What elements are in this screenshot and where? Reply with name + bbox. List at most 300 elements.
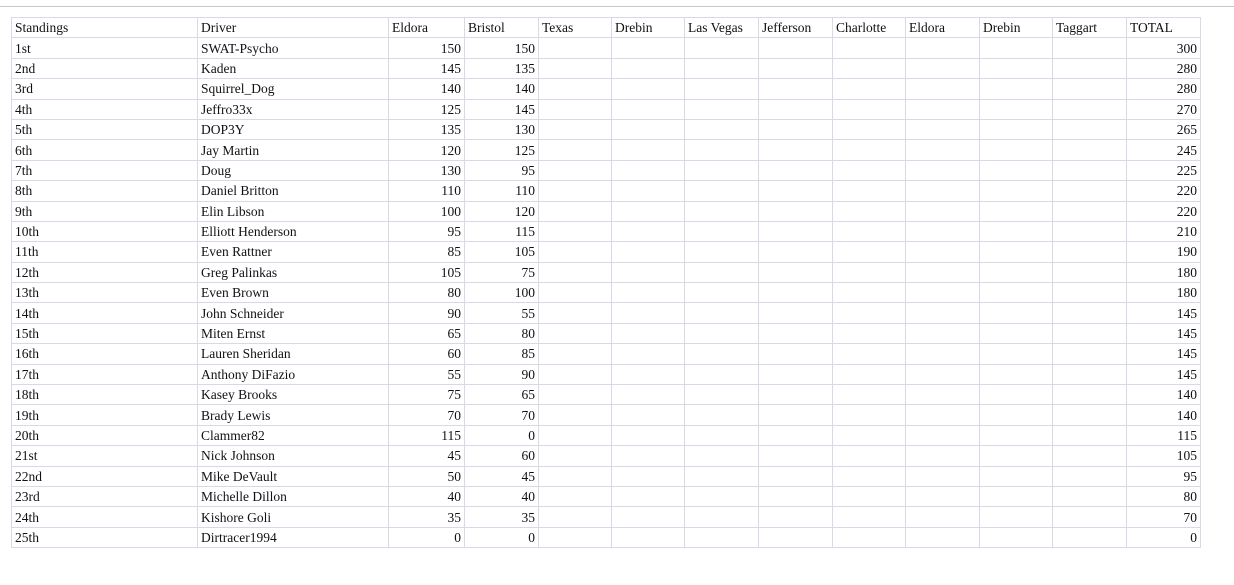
score-cell (612, 446, 685, 466)
score-cell: 100 (389, 201, 465, 221)
score-cell (906, 181, 980, 201)
score-cell (759, 119, 833, 139)
score-cell (1053, 38, 1127, 58)
score-cell (539, 262, 612, 282)
score-cell (1053, 221, 1127, 241)
score-cell (539, 466, 612, 486)
score-cell (833, 323, 906, 343)
column-header: Drebin (980, 18, 1053, 38)
score-cell (906, 385, 980, 405)
score-cell (685, 38, 759, 58)
table-row (12, 527, 1201, 547)
total-cell: 115 (1127, 425, 1201, 445)
score-cell (980, 446, 1053, 466)
total-cell: 220 (1127, 181, 1201, 201)
score-cell (906, 79, 980, 99)
score-cell (612, 201, 685, 221)
score-cell (685, 527, 759, 547)
column-header: Bristol (465, 18, 539, 38)
standing-cell: 9th (12, 201, 198, 221)
score-cell: 135 (465, 58, 539, 78)
driver-cell: Elin Libson (198, 201, 389, 221)
table-row (12, 466, 1201, 486)
score-cell (685, 242, 759, 262)
score-cell (539, 507, 612, 527)
score-cell (539, 527, 612, 547)
driver-cell: Kishore Goli (198, 507, 389, 527)
score-cell: 0 (389, 527, 465, 547)
standing-cell: 21st (12, 446, 198, 466)
score-cell: 135 (389, 119, 465, 139)
table-row (12, 385, 1201, 405)
score-cell: 110 (389, 181, 465, 201)
score-cell (759, 425, 833, 445)
score-cell (980, 140, 1053, 160)
total-cell: 180 (1127, 283, 1201, 303)
score-cell: 130 (389, 160, 465, 180)
score-cell (685, 323, 759, 343)
score-cell (906, 201, 980, 221)
score-cell (759, 527, 833, 547)
score-cell: 45 (389, 446, 465, 466)
score-cell (685, 58, 759, 78)
score-cell: 125 (465, 140, 539, 160)
score-cell: 55 (389, 364, 465, 384)
table-row (12, 364, 1201, 384)
standing-cell: 6th (12, 140, 198, 160)
total-cell: 180 (1127, 262, 1201, 282)
score-cell: 40 (389, 486, 465, 506)
total-cell: 140 (1127, 385, 1201, 405)
score-cell (612, 99, 685, 119)
score-cell (759, 283, 833, 303)
standing-cell: 19th (12, 405, 198, 425)
score-cell (612, 181, 685, 201)
score-cell (980, 79, 1053, 99)
score-cell (685, 201, 759, 221)
total-cell: 105 (1127, 446, 1201, 466)
score-cell (612, 58, 685, 78)
score-cell (833, 385, 906, 405)
score-cell: 140 (389, 79, 465, 99)
score-cell (833, 58, 906, 78)
score-cell (759, 99, 833, 119)
score-cell (612, 303, 685, 323)
score-cell (612, 364, 685, 384)
score-cell (833, 446, 906, 466)
driver-cell: John Schneider (198, 303, 389, 323)
driver-cell: Miten Ernst (198, 323, 389, 343)
standing-cell: 14th (12, 303, 198, 323)
score-cell (1053, 160, 1127, 180)
score-cell (833, 486, 906, 506)
score-cell (906, 119, 980, 139)
driver-cell: Greg Palinkas (198, 262, 389, 282)
score-cell: 60 (465, 446, 539, 466)
score-cell: 65 (389, 323, 465, 343)
total-cell: 140 (1127, 405, 1201, 425)
score-cell (833, 160, 906, 180)
score-cell (980, 58, 1053, 78)
score-cell (833, 38, 906, 58)
total-cell: 210 (1127, 221, 1201, 241)
score-cell (612, 425, 685, 445)
table-row (12, 262, 1201, 282)
score-cell (833, 99, 906, 119)
table-row (12, 344, 1201, 364)
standing-cell: 18th (12, 385, 198, 405)
table-row (12, 58, 1201, 78)
score-cell (980, 507, 1053, 527)
score-cell (539, 283, 612, 303)
score-cell (906, 527, 980, 547)
score-cell (1053, 446, 1127, 466)
score-cell (612, 242, 685, 262)
score-cell (906, 507, 980, 527)
score-cell (539, 79, 612, 99)
score-cell (980, 99, 1053, 119)
score-cell (980, 38, 1053, 58)
score-cell (1053, 486, 1127, 506)
score-cell: 45 (465, 466, 539, 486)
score-cell (612, 486, 685, 506)
score-cell (1053, 283, 1127, 303)
score-cell (1053, 79, 1127, 99)
score-cell (906, 486, 980, 506)
score-cell (1053, 425, 1127, 445)
score-cell (1053, 119, 1127, 139)
score-cell (759, 364, 833, 384)
score-cell (1053, 242, 1127, 262)
total-cell: 300 (1127, 38, 1201, 58)
table-row (12, 486, 1201, 506)
table-row (12, 160, 1201, 180)
driver-cell: Jay Martin (198, 140, 389, 160)
table-row (12, 323, 1201, 343)
score-cell (906, 38, 980, 58)
table-row (12, 99, 1201, 119)
score-cell (759, 201, 833, 221)
total-cell: 145 (1127, 364, 1201, 384)
score-cell (1053, 364, 1127, 384)
score-cell: 85 (465, 344, 539, 364)
score-cell (1053, 201, 1127, 221)
score-cell (685, 405, 759, 425)
score-cell (612, 160, 685, 180)
score-cell (685, 507, 759, 527)
score-cell (685, 344, 759, 364)
driver-cell: SWAT-Psycho (198, 38, 389, 58)
standing-cell: 7th (12, 160, 198, 180)
score-cell (833, 242, 906, 262)
score-cell (906, 303, 980, 323)
score-cell: 0 (465, 425, 539, 445)
top-divider (0, 6, 1234, 7)
score-cell: 105 (465, 242, 539, 262)
score-cell (759, 323, 833, 343)
standing-cell: 8th (12, 181, 198, 201)
score-cell (759, 140, 833, 160)
score-cell (685, 385, 759, 405)
total-cell: 265 (1127, 119, 1201, 139)
score-cell (685, 283, 759, 303)
score-cell (980, 323, 1053, 343)
table-row (12, 181, 1201, 201)
score-cell (1053, 323, 1127, 343)
score-cell (539, 364, 612, 384)
column-header: Las Vegas (685, 18, 759, 38)
table-row (12, 221, 1201, 241)
score-cell (759, 446, 833, 466)
driver-cell: Mike DeVault (198, 466, 389, 486)
total-cell: 80 (1127, 486, 1201, 506)
driver-cell: Nick Johnson (198, 446, 389, 466)
score-cell (833, 364, 906, 384)
score-cell (685, 466, 759, 486)
score-cell (980, 385, 1053, 405)
table-row (12, 507, 1201, 527)
score-cell (906, 58, 980, 78)
score-cell (906, 262, 980, 282)
table-row (12, 405, 1201, 425)
score-cell (906, 323, 980, 343)
score-cell (1053, 140, 1127, 160)
score-cell (759, 242, 833, 262)
score-cell: 35 (465, 507, 539, 527)
score-cell: 90 (465, 364, 539, 384)
score-cell (685, 221, 759, 241)
table-row (12, 79, 1201, 99)
standing-cell: 3rd (12, 79, 198, 99)
total-cell: 190 (1127, 242, 1201, 262)
column-header: Eldora (906, 18, 980, 38)
score-cell (759, 385, 833, 405)
table-header-row (12, 18, 1201, 38)
score-cell: 95 (465, 160, 539, 180)
score-cell (906, 242, 980, 262)
score-cell (980, 344, 1053, 364)
column-header: Jefferson (759, 18, 833, 38)
score-cell (833, 140, 906, 160)
table-row (12, 38, 1201, 58)
score-cell (612, 140, 685, 160)
standing-cell: 1st (12, 38, 198, 58)
standing-cell: 24th (12, 507, 198, 527)
score-cell: 50 (389, 466, 465, 486)
score-cell (612, 79, 685, 99)
table-row (12, 201, 1201, 221)
driver-cell: Dirtracer1994 (198, 527, 389, 547)
score-cell (685, 425, 759, 445)
column-header: Driver (198, 18, 389, 38)
score-cell (612, 385, 685, 405)
score-cell (980, 242, 1053, 262)
score-cell (1053, 181, 1127, 201)
score-cell (1053, 466, 1127, 486)
score-cell (906, 344, 980, 364)
score-cell (906, 446, 980, 466)
score-cell (759, 303, 833, 323)
score-cell (539, 119, 612, 139)
score-cell (833, 405, 906, 425)
standing-cell: 20th (12, 425, 198, 445)
score-cell (759, 160, 833, 180)
score-cell (833, 119, 906, 139)
score-cell (685, 140, 759, 160)
standing-cell: 15th (12, 323, 198, 343)
score-cell (759, 79, 833, 99)
score-cell (612, 119, 685, 139)
score-cell (539, 140, 612, 160)
driver-cell: Elliott Henderson (198, 221, 389, 241)
score-cell (612, 405, 685, 425)
score-cell (685, 119, 759, 139)
standing-cell: 25th (12, 527, 198, 547)
standing-cell: 12th (12, 262, 198, 282)
score-cell (833, 527, 906, 547)
standing-cell: 4th (12, 99, 198, 119)
score-cell (1053, 99, 1127, 119)
score-cell (539, 201, 612, 221)
score-cell (1053, 262, 1127, 282)
score-cell (980, 405, 1053, 425)
score-cell (539, 160, 612, 180)
column-header: Standings (12, 18, 198, 38)
score-cell (833, 221, 906, 241)
score-cell (833, 79, 906, 99)
score-cell (539, 486, 612, 506)
score-cell: 125 (389, 99, 465, 119)
total-cell: 270 (1127, 99, 1201, 119)
score-cell (612, 344, 685, 364)
score-cell (539, 99, 612, 119)
score-cell (906, 425, 980, 445)
score-cell (980, 221, 1053, 241)
score-cell (906, 283, 980, 303)
score-cell (685, 99, 759, 119)
score-cell (906, 99, 980, 119)
score-cell (833, 425, 906, 445)
score-cell (612, 466, 685, 486)
score-cell: 145 (465, 99, 539, 119)
driver-cell: Anthony DiFazio (198, 364, 389, 384)
driver-cell: Kaden (198, 58, 389, 78)
score-cell (685, 181, 759, 201)
score-cell: 65 (465, 385, 539, 405)
score-cell (612, 323, 685, 343)
score-cell (612, 507, 685, 527)
score-cell (759, 58, 833, 78)
driver-cell: Squirrel_Dog (198, 79, 389, 99)
driver-cell: Michelle Dillon (198, 486, 389, 506)
score-cell (539, 323, 612, 343)
score-cell: 40 (465, 486, 539, 506)
score-cell (759, 262, 833, 282)
score-cell (1053, 507, 1127, 527)
score-cell: 80 (389, 283, 465, 303)
total-cell: 245 (1127, 140, 1201, 160)
total-cell: 280 (1127, 58, 1201, 78)
score-cell (1053, 58, 1127, 78)
score-cell (833, 344, 906, 364)
table-row (12, 283, 1201, 303)
table-row (12, 425, 1201, 445)
driver-cell: Lauren Sheridan (198, 344, 389, 364)
total-cell: 225 (1127, 160, 1201, 180)
driver-cell: Jeffro33x (198, 99, 389, 119)
score-cell: 150 (389, 38, 465, 58)
total-cell: 145 (1127, 303, 1201, 323)
score-cell (1053, 527, 1127, 547)
score-cell (759, 405, 833, 425)
total-cell: 95 (1127, 466, 1201, 486)
score-cell (685, 446, 759, 466)
score-cell (685, 303, 759, 323)
score-cell (539, 38, 612, 58)
score-cell (685, 79, 759, 99)
score-cell: 120 (389, 140, 465, 160)
driver-cell: Brady Lewis (198, 405, 389, 425)
standing-cell: 16th (12, 344, 198, 364)
score-cell: 140 (465, 79, 539, 99)
score-cell (539, 181, 612, 201)
score-cell: 75 (389, 385, 465, 405)
score-cell (539, 303, 612, 323)
score-cell (759, 38, 833, 58)
score-cell (1053, 385, 1127, 405)
score-cell: 115 (465, 221, 539, 241)
total-cell: 145 (1127, 344, 1201, 364)
score-cell (980, 364, 1053, 384)
column-header: Texas (539, 18, 612, 38)
score-cell (759, 486, 833, 506)
score-cell: 70 (465, 405, 539, 425)
column-header: Drebin (612, 18, 685, 38)
standing-cell: 10th (12, 221, 198, 241)
score-cell (612, 527, 685, 547)
score-cell (612, 262, 685, 282)
standing-cell: 5th (12, 119, 198, 139)
score-cell (685, 160, 759, 180)
score-cell (539, 385, 612, 405)
score-cell (980, 527, 1053, 547)
score-cell (759, 466, 833, 486)
score-cell (980, 160, 1053, 180)
score-cell (759, 181, 833, 201)
score-cell: 115 (389, 425, 465, 445)
column-header: Taggart (1053, 18, 1127, 38)
score-cell (1053, 405, 1127, 425)
score-cell (980, 486, 1053, 506)
total-cell: 70 (1127, 507, 1201, 527)
score-cell (833, 507, 906, 527)
score-cell: 35 (389, 507, 465, 527)
score-cell (833, 466, 906, 486)
table-row (12, 119, 1201, 139)
driver-cell: DOP3Y (198, 119, 389, 139)
score-cell (539, 405, 612, 425)
score-cell (980, 201, 1053, 221)
score-cell (759, 221, 833, 241)
score-cell: 70 (389, 405, 465, 425)
standing-cell: 2nd (12, 58, 198, 78)
driver-cell: Kasey Brooks (198, 385, 389, 405)
total-cell: 280 (1127, 79, 1201, 99)
score-cell (906, 466, 980, 486)
score-cell (980, 119, 1053, 139)
score-cell (539, 425, 612, 445)
score-cell (906, 405, 980, 425)
